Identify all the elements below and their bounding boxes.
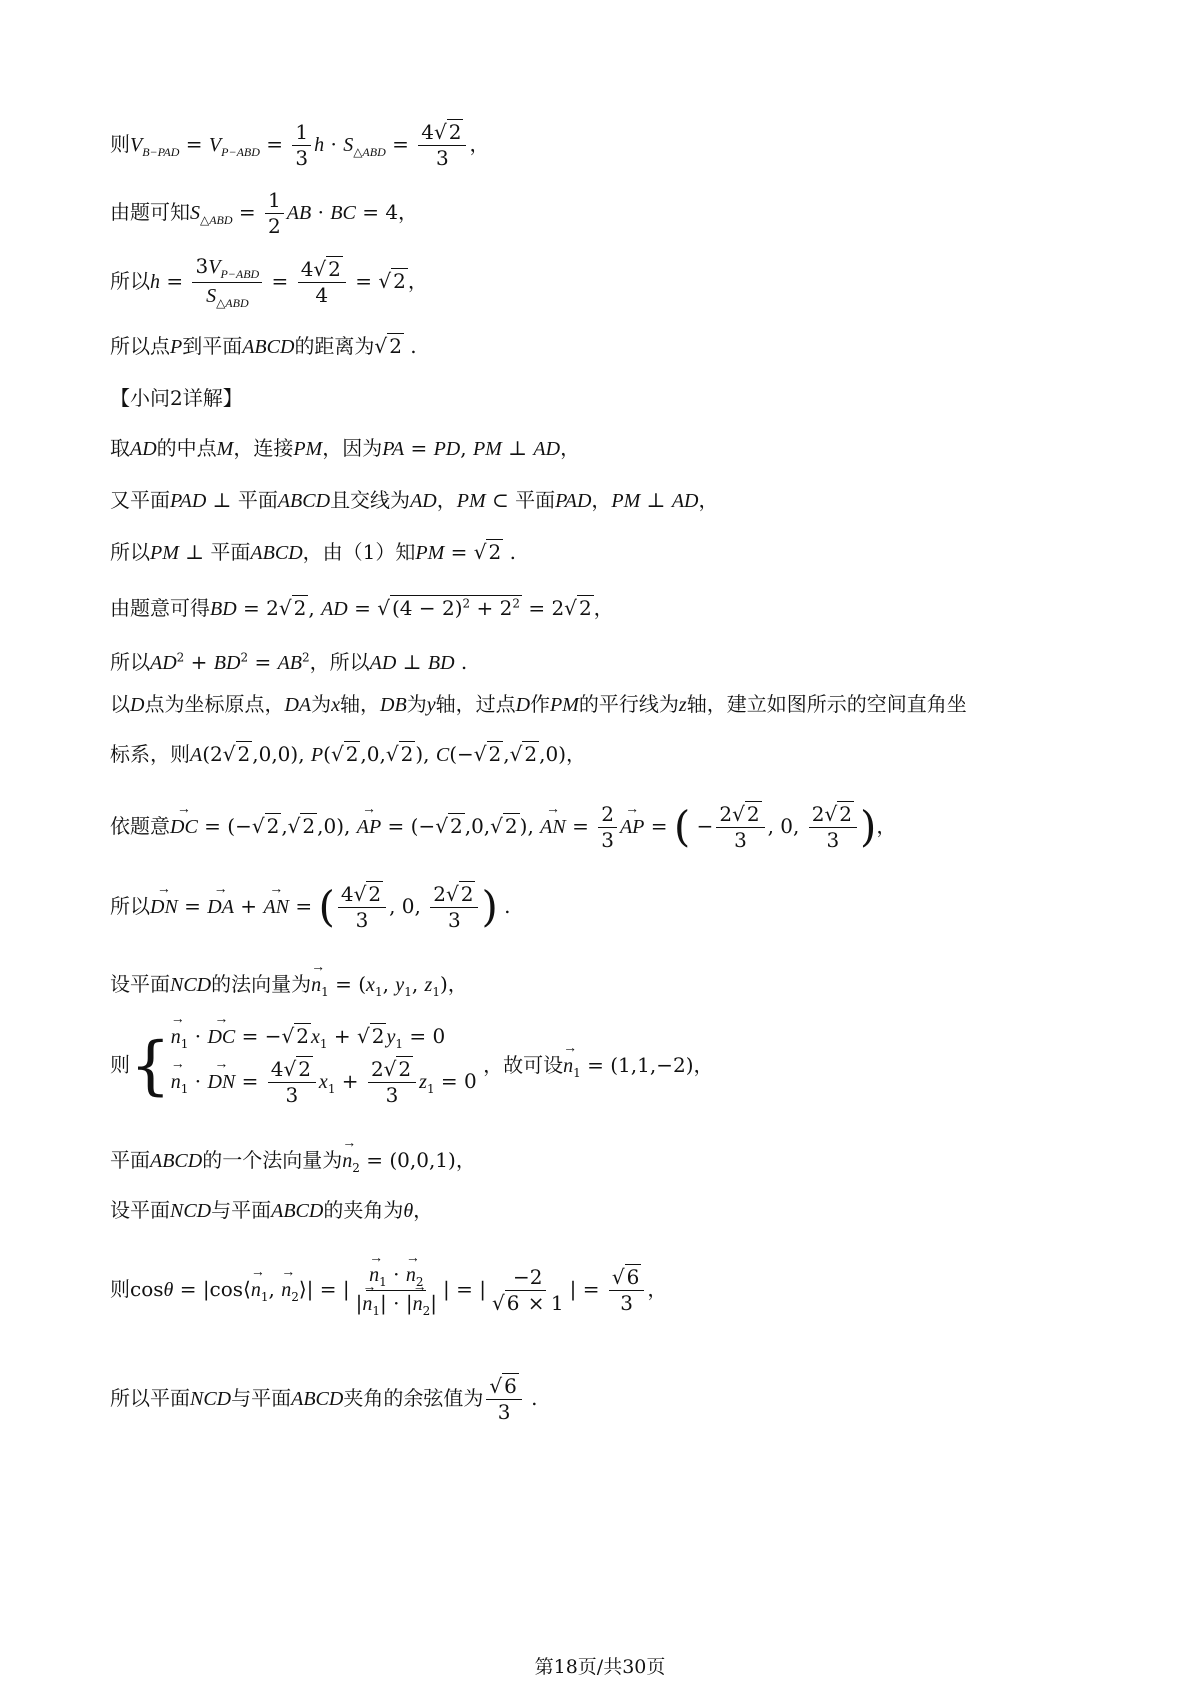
line-normal-n1: 设平面NCD的法向量为→ $n_1 = (x_1$, $y_1$, $z_1$)， [110,972,468,999]
page-footer: 第18页/共30页 [534,1656,666,1678]
section-heading-q2: 【小问2详解】 [110,386,243,410]
line-midpoint-m: 取AD的中点M，连接PM，因为PA = PD, PM ⊥ AD， [110,436,581,460]
line-area-abd: 由题可知$S_{\triangle ABD}$ = $\frac{1}{2}$ AB · BC = 4， [110,188,419,238]
line-pm-perp: 所以PM ⊥ 平面ABCD，由（1）知PM = √ 2 . [110,540,516,564]
line-volume-equation: 则$V_{B-PAD} = V_{P-ABD}$ = $\frac{1}{3}$ $h \cdot S_{\triangle ABD}$ = $\frac{4√ 2}{3}$ ， [110,120,490,170]
equation-1: → $n_1$ · → DC = −√ 2 $x_1$ + √ 2 $y_1 = 0$ [171,1024,477,1051]
equation-conclusion: ，故可设→ $n_1 = (1,1,-2)$， [483,1053,713,1077]
equation-2: → $n_1$ · → DN = $\frac{4√ 2}{3}$ $x_1$ + $\frac{2√ 2}{3}$ $z_1 = 0$ [171,1057,477,1108]
line-angle-theta: 设平面NCD与平面ABCD的夹角为θ， [110,1198,434,1222]
line-plane-perp: 又平面PAD ⊥ 平面ABCD且交线为AD，PM ⊂ 平面PAD，PM ⊥ AD， [110,488,719,512]
line-height-h: 所以h = $\frac{3V_{P-ABD}}{S_{\triangle ABD}}$ = $\frac{4√ 2}{4}$ = √ 2 ， [110,254,428,310]
line-final-answer: 所以平面NCD与平面ABCD夹角的余弦值为 $\frac{√ 6}{3}$ . [110,1374,538,1424]
line-coordinates: 标系，则A(2√ 2 ,0,0), P(√ 2 ,0,√ 2 ), C(−√ 2 ,√ 2 ,0)， [110,742,586,766]
line-bd-ad: 由题意可得BD = 2√ 2 , AD = √ $(4 - 2)^2 + 2^2 = 2√$ 2 ， [110,596,614,620]
line-normal-n2: 平面ABCD的一个法向量为→ $n_2 = (0,0,1)$， [110,1148,476,1175]
line-vector-dn: 所以→ DN = → DA + → AN = ( $\frac{4√ 2}{3}$ , 0, $\frac{2√ 2}{3}$ ) . [110,882,511,933]
line-ad-perp-bd: 所以$AD^2 + BD^2 = AB^2$，所以AD ⊥ BD . [110,650,468,674]
line-cos-theta: 则cosθ = |cos⟨→ $n_1$, → $n_2⟩|$ = | → $\frac{n_1 \cdot \to n_2}{|\to n_1| \cdot |\to n_2|}$ | = | $\frac{-2}{√ 6 \times 1}$ | = $\frac{√ 6}{3}$ ， [110,1262,667,1319]
line-system-equations: 则{ → $n_1$ · → DC = −√ 2 $x_1$ + √ 2 $y_1 = 0$ → $n_1$ · → DN = $\frac{4√ 2}{3}$ $x_1$ + $\frac{2√ 2}{3}$ $z_1 = 0$ ，故可设→ $n_1 = (1,1,-2)$， [110,1024,714,1108]
line-coordinate-setup: 以D点为坐标原点，DA为x轴，DB为y轴，过点D作PM的平行线为z轴，建立如图所示的空间直角坐 [110,692,967,716]
text-ze: 则 [110,132,130,156]
line-distance-conclusion: 所以点P到平面ABCD的距离为√ 2 . [110,334,417,358]
line-vectors-dc-ap-an: 依题意→ DC = (−√ 2 ,√ 2 ,0), → AP = (−√ 2 ,0,√ 2 ), → AN = $\frac{2}{3}$ → AP = ( − $\frac{2√ 2}{3}$ , 0, $\frac{2√ 2}{3}$ )， [110,802,896,853]
